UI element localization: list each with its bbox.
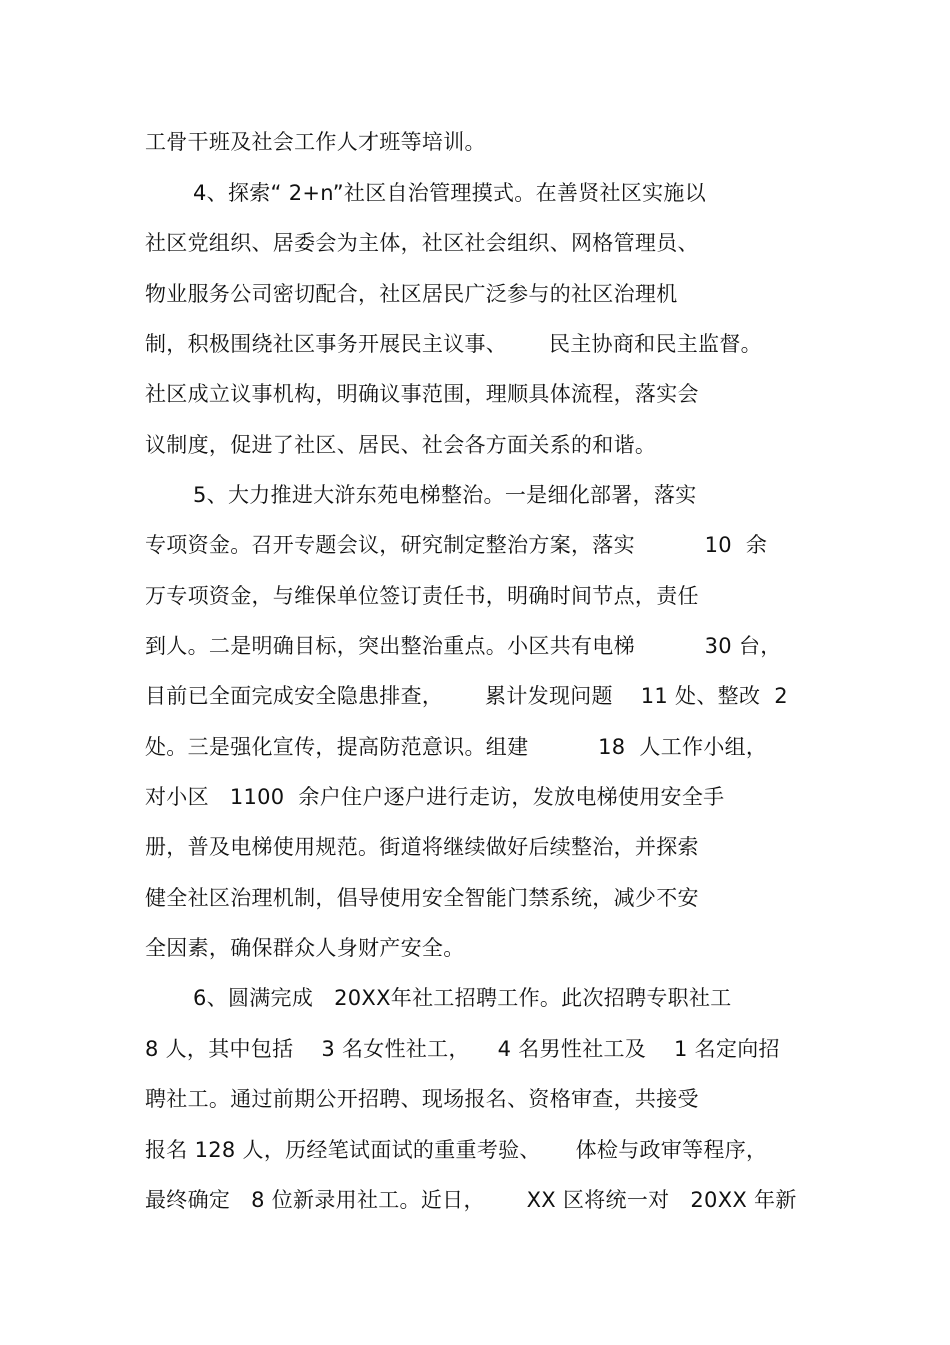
text-line-15: 册，普及电梯使用规范。街道将继续做好后续整治，并探索	[145, 835, 699, 859]
text-line-17: 全因素，确保群众人身财产安全。	[145, 936, 465, 960]
text-line-11: 到人。二是明确目标，突出整治重点。小区共有电梯 30 台，	[145, 634, 782, 658]
text-line-13: 处。三是强化宣传，提高防范意识。组建 18 人工作小组，	[145, 735, 768, 759]
text-line-21: 报名 128 人，历经笔试面试的重重考验、 体检与政审等程序，	[145, 1138, 768, 1162]
text-line-10: 万专项资金，与维保单位签订责任书，明确时间节点，责任	[145, 584, 699, 608]
text-line-18: 6、圆满完成 20XX年社工招聘工作。此次招聘专职社工	[193, 986, 732, 1010]
text-line-19: 8 人，其中包括 3 名女性社工， 4 名男性社工及 1 名定向招	[145, 1037, 780, 1061]
text-line-12: 目前已全面完成安全隐患排查， 累计发现问题 11 处、整改 2	[145, 684, 788, 708]
text-line-1: 工骨干班及社会工作人才班等培训。	[145, 130, 486, 154]
text-line-2: 4、探索“ 2+n”社区自治管理摸式。在善贤社区实施以	[193, 181, 707, 205]
text-line-14: 对小区 1100 余户住户逐户进行走访，发放电梯使用安全手	[145, 785, 725, 809]
text-line-16: 健全社区治理机制，倡导使用安全智能门禁系统，减少不安	[145, 886, 699, 910]
text-line-22: 最终确定 8 位新录用社工。近日， XX 区将统一对 20XX 年新	[145, 1188, 797, 1212]
text-line-20: 聘社工。通过前期公开招聘、现场报名、资格审查，共接受	[145, 1087, 699, 1111]
text-line-7: 议制度，促进了社区、居民、社会各方面关系的和谐。	[145, 433, 657, 457]
text-line-6: 社区成立议事机构，明确议事范围，理顺具体流程，落实会	[145, 382, 699, 406]
text-line-4: 物业服务公司密切配合，社区居民广泛参与的社区治理机	[145, 282, 678, 306]
text-line-9: 专项资金。召开专题会议，研究制定整治方案，落实 10 余	[145, 533, 768, 557]
text-line-5: 制，积极围绕社区事务开展民主议事、 民主协商和民主监督。	[145, 332, 762, 356]
text-line-8: 5、大力推进大浒东苑电梯整治。一是细化部署，落实	[193, 483, 697, 507]
text-line-3: 社区党组织、居委会为主体，社区社会组织、网格管理员、	[145, 231, 699, 255]
